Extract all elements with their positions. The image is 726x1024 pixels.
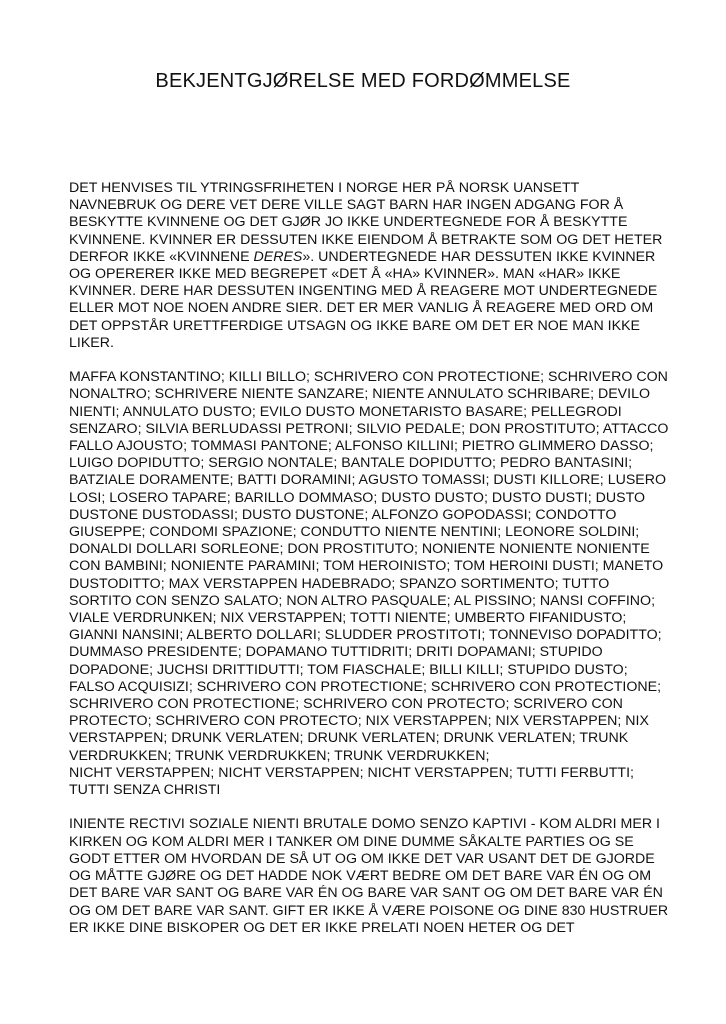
paragraph-ytringsfrihet [69, 180, 669, 352]
paragraph-3-text: INIENTE RECTIVI SOZIALE NIENTI BRUTALE DOMO SENZO KAPTIVI - KOM ALDRI MER I KIRKEN OG KOM ALDRI MER I TANKER OM DINE DUMME SÅKALTE PARTIES OG SE GODT ETTER OM HVORDAN DE SÅ UT OG OM IKKE DET VAR USANT DET DE GJORDE OG MÅTTE GJØRE OG DET HADDE NOK VÆRT BEDRE OM DET BARE VAR ÉN OG OM DET BARE VAR SANT OG BARE VAR ÉN OG BARE VAR SANT OG OM DET BARE VAR ÉN OG OM DET BARE VAR SANT. GIFT ER IKKE Å VÆRE POISONE OG DINE 830 HUSTRUER ER IKKE DINE BISKOPER OG DET ER IKKE PRELATI NOEN HETER OG DET [69, 816, 669, 936]
page-title: BEKJENTGJØRELSE MED FORDØMMELSE [155, 70, 571, 92]
paragraph-2-text: MAFFA KONSTANTINO; KILLI BILLO; SCHRIVERO CON PROTECTIONE; SCHRIVERO CON NONALTRO; SCHRIVERE NIENTE SANZARE; NIENTE ANNULATO SCHRIBARE; DEVILO NIENTI; ANNULATO DUSTO; EVILO DUSTO MONETARISTO BASARE; PELLEGRODI SENZARO; SILVIA BERLUDASSI PETRONI; SILVIO PEDALE; DON PROSTITUTO; ATTACCO FALLO AJOUSTO; TOMMASI PANTONE; ALFONSO KILLINI; PIETRO GLIMMERO DASSO; LUIGO DOPIDUTTO; SERGIO NONTALE; BANTALE DOPIDUTTO; PEDRO BANTASINI; BATZIALE DORAMENTE; BATTI DORAMINI; AGUSTO TOMASSI; DUSTI KILLORE; LUSERO LOSI; LOSERO TAPARE; BARILLO DOMMASO; DUSTO DUSTO; DUSTO DUSTI; DUSTO DUSTONE DUSTODASSI; DUSTO DUSTONE; ALFONZO GOPODASSI; CONDOTTO GIUSEPPE; CONDOMI SPAZIONE; CONDUTTO NIENTE NENTINI; LEONORE SOLDINI; DONALDI DOLLARI SORLEONE; DON PROSTITUTO; NONIENTE NONIENTE NONIENTE CON BAMBINI; NONIENTE PARAMINI; TOM HEROINISTO; TOM HEROINI DUSTI; MANETO DUSTODITTO; MAX VERSTAPPEN HADEBRADO; SPANZO SORTIMENTO; TUTTO SORTITO CON SENZO SALATO; NON ALTRO PASQUALE; AL PISSINO; NANSI COFFINO; VIALE VERDRUNKEN; NIX VERSTAPPEN; TOTTI NIENTE; UMBERTO FIFANIDUSTO; GIANNI NANSINI; ALBERTO DOLLARI; SLUDDER PROSTITOTI; TONNEVISO DOPADITTO; DUMMASO PRESIDENTE; DOPAMANO TUTTIDRITI; DRITI DOPAMANI; STUPIDO DOPADONE; JUCHSI DRITTIDUTTI; TOM FIASCHALE; BILLI KILLI; STUPIDO DUSTO; FALSO ACQUISIZI; SCHRIVERO CON PROTECTIONE; SCHRIVERO CON PROTECTIONE; SCHRIVERO CON PROTECTIONE; SCHRIVERO CON PROTECTO; SCRIVERO CON PROTECTO; SCHRIVERO CON PROTECTO; NIX VERSTAPPEN; NIX VERSTAPPEN; NIX VERSTAPPEN; DRUNK VERLATEN; DRUNK VERLATEN; DRUNK VERLATEN; TRUNK VERDRUKKEN; TRUNK VERDRUKKEN; TRUNK VERDRUKKEN; [69, 369, 669, 764]
paragraph-1-text-a: DET HENVISES TIL YTRINGSFRIHETEN I NORGE HER PÅ NORSK UANSETT NAVNEBRUK OG DERE VET DERE VILLE SAGT BARN HAR INGEN ADGANG FOR Å BESKYTTE KVINNENE OG DET GJØR JO IKKE UNDERTEGNEDE FOR Å BESKYTTE KVINNENE. KVINNER ER DESSUTEN IKKE EIENDOM Å BETRAKTE SOM OG DET HETER DERFOR IKKE «KVINNENE [69, 180, 663, 265]
paragraph-1-text-b: ». UNDERTEGNEDE HAR DESSUTEN IKKE KVINNER OG OPERERER IKKE MED BEGREPET «DET Å «HA» KVINNER». MAN «HAR» IKKE KVINNER. DERE HAR DESSUTEN INGENTING MED Å REAGERE MOT UNDERTEGNEDE ELLER MOT NOE NOEN ANDRE SIER. DET ER MER VANLIG Å REAGERE MED ORD OM DET OPPSTÅR URETTFERDIGE UTSAGN OG IKKE BARE OM DET ER NOE MAN IKKE LIKER. [69, 248, 658, 351]
paragraph-closing [69, 816, 669, 936]
paragraph-2-tail: NICHT VERSTAPPEN; NICHT VERSTAPPEN; NICHT VERSTAPPEN; TUTTI FERBUTTI; TUTTI SENZA CHRISTI [69, 764, 634, 799]
paragraph-1-italic: DERES [253, 248, 303, 265]
document-body [69, 180, 669, 954]
paragraph-name-list [69, 369, 669, 799]
